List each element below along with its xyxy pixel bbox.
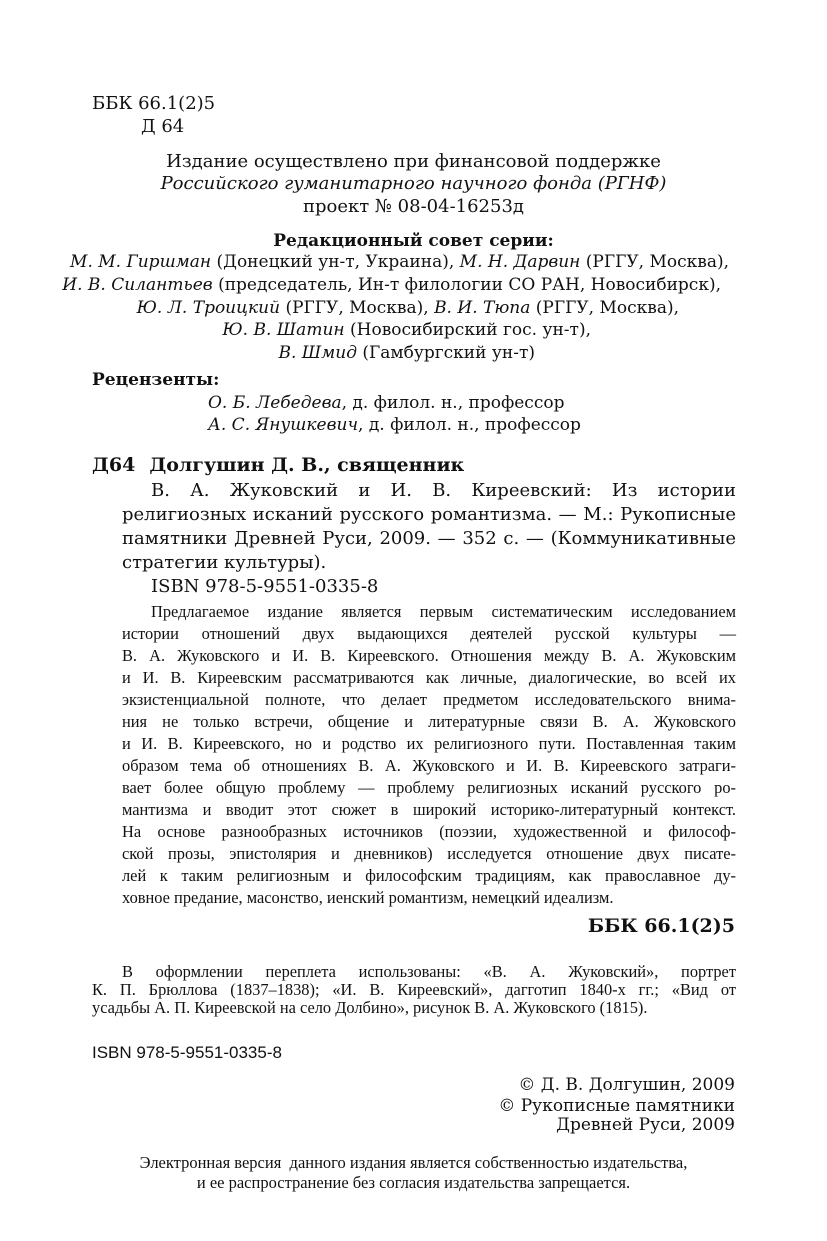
reviewer-1	[208, 393, 564, 413]
entry-title-line: В. А. Жуковский и И. В. Киреевский: Из истории	[151, 480, 736, 501]
board-line-2	[62, 275, 721, 295]
copyright-line-3: Древней Руси, 2009	[556, 1115, 735, 1135]
entry-title-line: религиозных исканий русского романтизма. — М.: Рукописные	[122, 504, 736, 525]
abstract-line: лей к таким религиозным и философским традициям, как православное ду-	[122, 866, 736, 885]
abstract-line: ховное предание, масонство, иенский романтизм, немецкий идеализм.	[122, 888, 614, 907]
entry-title-line: стратегии культуры).	[122, 552, 327, 573]
cover-note-line: В оформлении переплета использованы: «В. А. Жуковский», портрет	[122, 962, 736, 981]
reviewer-2	[208, 415, 581, 435]
abstract-line: и И. В. Киреевского, но и родство их религиозного пути. Поставленная таким	[122, 734, 736, 753]
abstract-line: вает более общую проблему — проблему религиозных исканий русского ро-	[122, 778, 736, 797]
board-member-affil: (РГГУ, Москва),	[530, 298, 679, 318]
cover-note-line: К. П. Брюллова (1837–1838); «И. В. Киреевский», дагготип 1840-х гг.; «Вид от	[92, 980, 736, 999]
board-line-4	[222, 320, 591, 340]
entry-isbn: ISBN 978-5-9551-0335-8	[151, 576, 379, 597]
abstract-line: мантизма и вводит этот сюжет в широкий историко-литературный контекст.	[122, 800, 736, 819]
board-member-affil: (РГГУ, Москва),	[280, 298, 435, 318]
board-member-affil: (Новосибирский гос. ун-т),	[344, 320, 591, 340]
abstract-line: В. А. Жуковского и И. В. Киреевского. Отношения между В. А. Жуковским	[122, 646, 736, 665]
board-member-affil: (Гамбургский ун-т)	[356, 343, 535, 363]
board-member-name: В. И. Тюпа	[434, 298, 531, 318]
board-line-1	[70, 252, 729, 272]
funding-line-1: Издание осуществлено при финансовой поддержке	[166, 151, 661, 172]
board-title: Редакционный совет серии:	[273, 231, 554, 251]
board-member-name: Ю. Л. Троицкий	[136, 298, 281, 318]
board-line-3	[137, 298, 679, 318]
entry-code: Д64	[92, 454, 136, 476]
abstract-line: экзистенциальной полноте, что делает предметом исследовательского внима-	[122, 690, 736, 709]
cover-note-line: усадьбы А. П. Киреевской на село Долбино», рисунок В. А. Жуковского (1815).	[92, 998, 648, 1017]
author-mark: Д 64	[141, 116, 185, 137]
copyright-line-1: © Д. В. Долгушин, 2009	[518, 1075, 735, 1095]
bbk-code-right: ББК 66.1(2)5	[587, 915, 735, 937]
funding-line-3: проект № 08-04-16253д	[302, 196, 524, 217]
board-member-name: М. М. Гиршман	[70, 252, 212, 272]
board-member-name: И. В. Силантьев	[62, 275, 213, 295]
bbk-code: ББК 66.1(2)5	[92, 93, 216, 114]
entry-author: Долгушин Д. В., священник	[149, 454, 465, 476]
entry-title-line: памятники Древней Руси, 2009. — 352 с. — (Коммуникативные	[122, 528, 736, 549]
abstract-line: истории отношений двух выдающихся деятелей русской культуры —	[122, 624, 736, 643]
reviewer-title: , д. филол. н., профессор	[341, 393, 565, 413]
entry-heading	[92, 454, 464, 476]
isbn-bottom: ISBN 978-5-9551-0335-8	[92, 1043, 282, 1062]
reviewer-name: О. Б. Лебедева	[208, 393, 342, 413]
board-line-5	[278, 343, 535, 363]
abstract-line: ния не только встречи, общение и литературные связи В. А. Жуковского	[122, 712, 736, 731]
reviewer-name: А. С. Янушкевич	[208, 415, 359, 435]
reviewer-title: , д. филол. н., профессор	[358, 415, 581, 435]
board-member-affil: (Донецкий ун-т, Украина),	[211, 252, 460, 272]
abstract-line: ской прозы, эпистолярия и дневников) исследуется отношение двух писате-	[122, 844, 736, 863]
board-member-affil: (РГГУ, Москва),	[580, 252, 729, 272]
abstract-line: и И. В. Киреевским рассматриваются как личные, диалогические, во всей их	[122, 668, 736, 687]
board-member-affil: (председатель, Ин-т филологии СО РАН, Новосибирск),	[212, 275, 721, 295]
funding-line-2: Российского гуманитарного научного фонда (РГНФ)	[160, 173, 667, 194]
reviewers-title: Рецензенты:	[92, 370, 220, 390]
abstract-line: образом тема об отношениях В. А. Жуковского и И. В. Киреевского затраги-	[122, 756, 736, 775]
abstract-line: На основе разнообразных источников (поэзии, художественной и философ-	[122, 822, 736, 841]
board-member-name: М. Н. Дарвин	[459, 252, 581, 272]
electronic-notice-line-1: Электронная версия данного издания является собственностью издательства,	[139, 1153, 688, 1172]
copyright-line-2: © Рукописные памятники	[498, 1096, 735, 1116]
abstract-line: Предлагаемое издание является первым систематическим исследованием	[151, 602, 736, 621]
board-member-name: Ю. В. Шатин	[222, 320, 345, 340]
electronic-notice-line-2: и ее распространение без согласия издательства запрещается.	[196, 1173, 631, 1192]
board-member-name: В. Шмид	[278, 343, 357, 363]
